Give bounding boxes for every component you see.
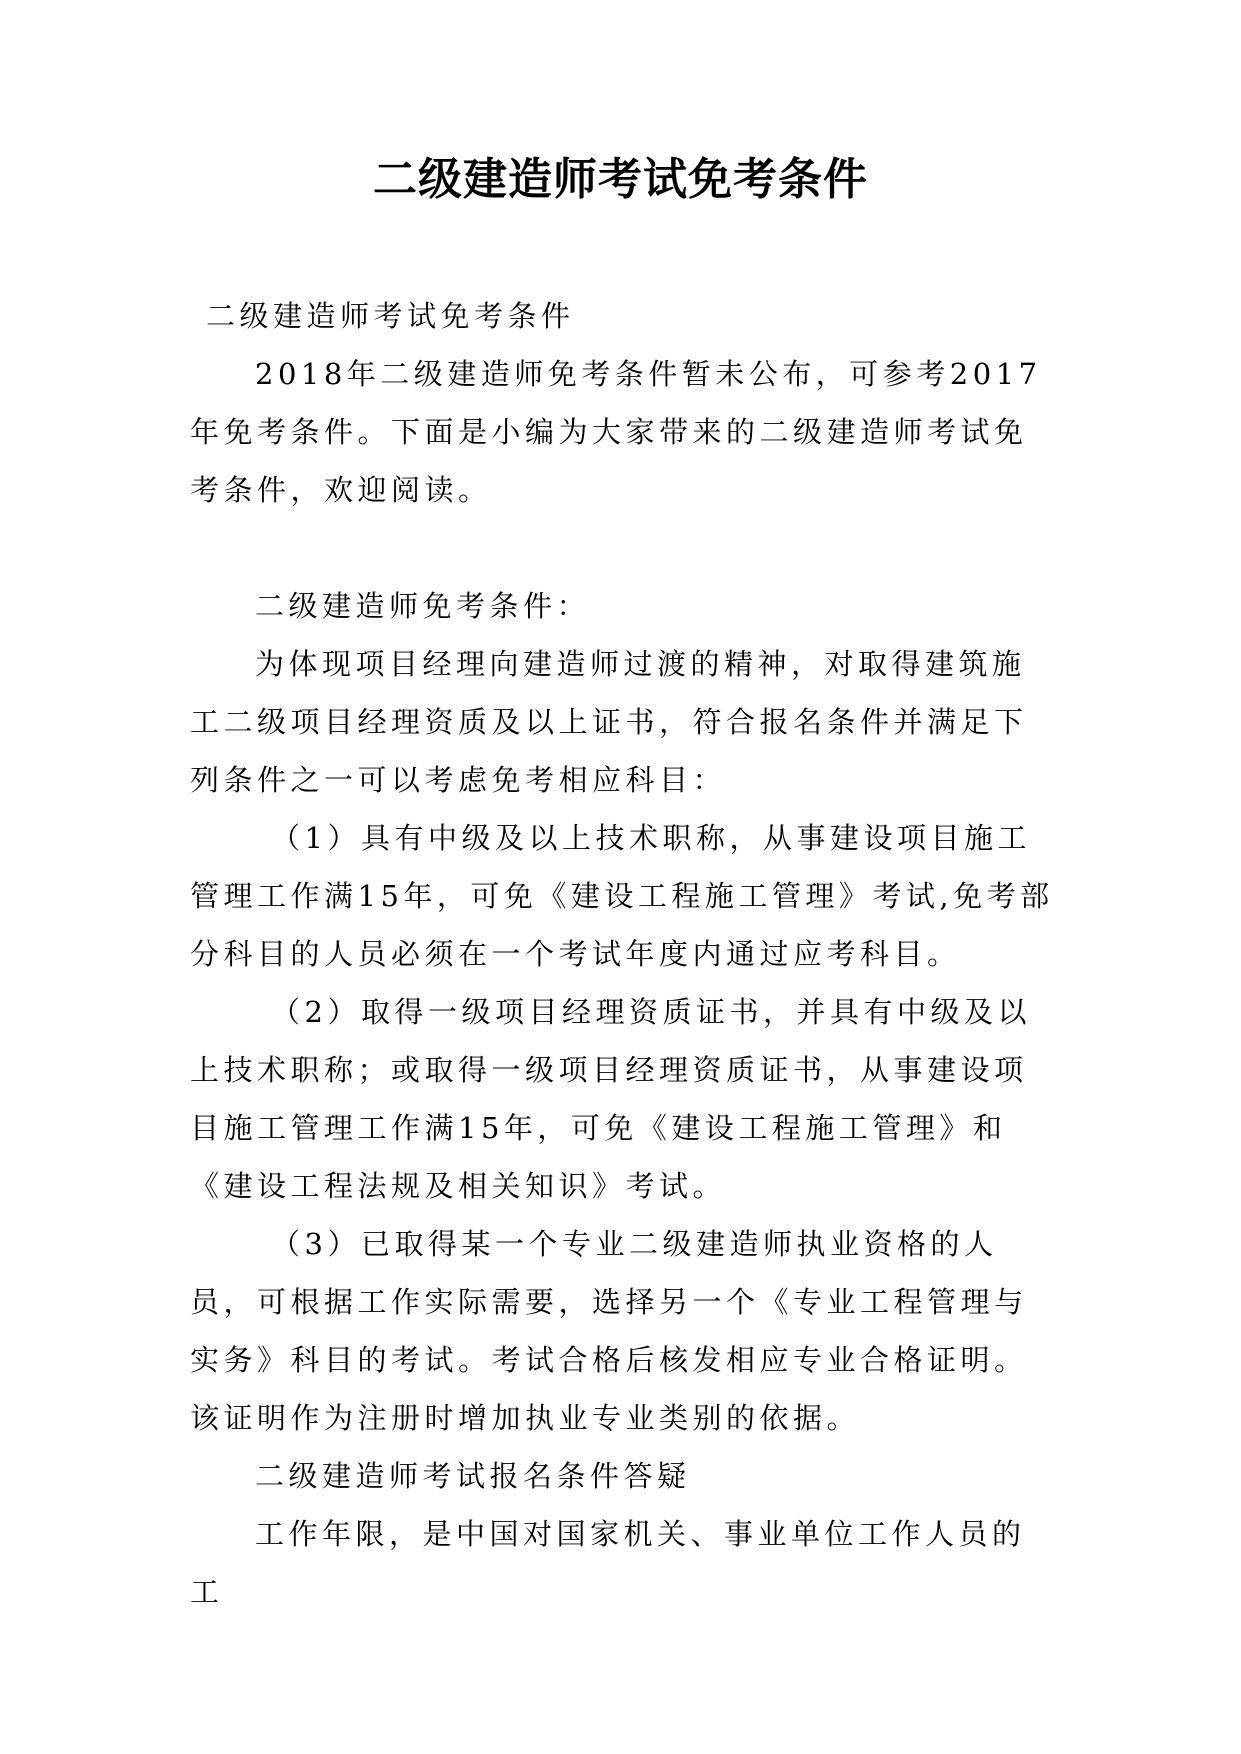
- subtitle-paragraph: 二级建造师考试免考条件: [206, 299, 575, 333]
- condition-item-1: （1）具有中级及以上技术职称，从事建设项目施工管理工作满15年，可免《建设工程施工管理》考试,免考部分科目的人员必须在一个考试年度内通过应考科目。: [190, 821, 1054, 971]
- faq-heading: 二级建造师考试报名条件答疑: [255, 1459, 691, 1493]
- intro-paragraph: 2018年二级建造师免考条件暂未公布，可参考2017年免考条件。下面是小编为大家带来的二级建造师考试免考条件，欢迎阅读。: [190, 357, 1042, 507]
- section-heading: 二级建造师免考条件：: [255, 589, 591, 623]
- conditions-paragraph: 为体现项目经理向建造师过渡的精神，对取得建筑施工二级项目经理资质及以上证书，符合报名条件并满足下列条件之一可以考虑免考相应科目：: [190, 647, 1028, 797]
- condition-item-3: （3）已取得某一个专业二级建造师执业资格的人员，可根据工作实际需要，选择另一个《专业工程管理与实务》科目的考试。考试合格后核发相应专业合格证明。该证明作为注册时增加执业专业类别的依据。: [190, 1227, 1028, 1435]
- paragraph-gap: [190, 519, 1058, 577]
- faq-paragraph: 工作年限，是中国对国家机关、事业单位工作人员的工: [190, 1517, 1026, 1609]
- document-title: 二级建造师考试免考条件: [373, 154, 868, 205]
- condition-item-2: （2）取得一级项目经理资质证书，并具有中级及以上技术职称；或取得一级项目经理资质证书，从事建设项目施工管理工作满15年，可免《建设工程施工管理》和《建设工程法规及相关知识》考试。: [190, 995, 1031, 1203]
- document-body: [190, 287, 1058, 1621]
